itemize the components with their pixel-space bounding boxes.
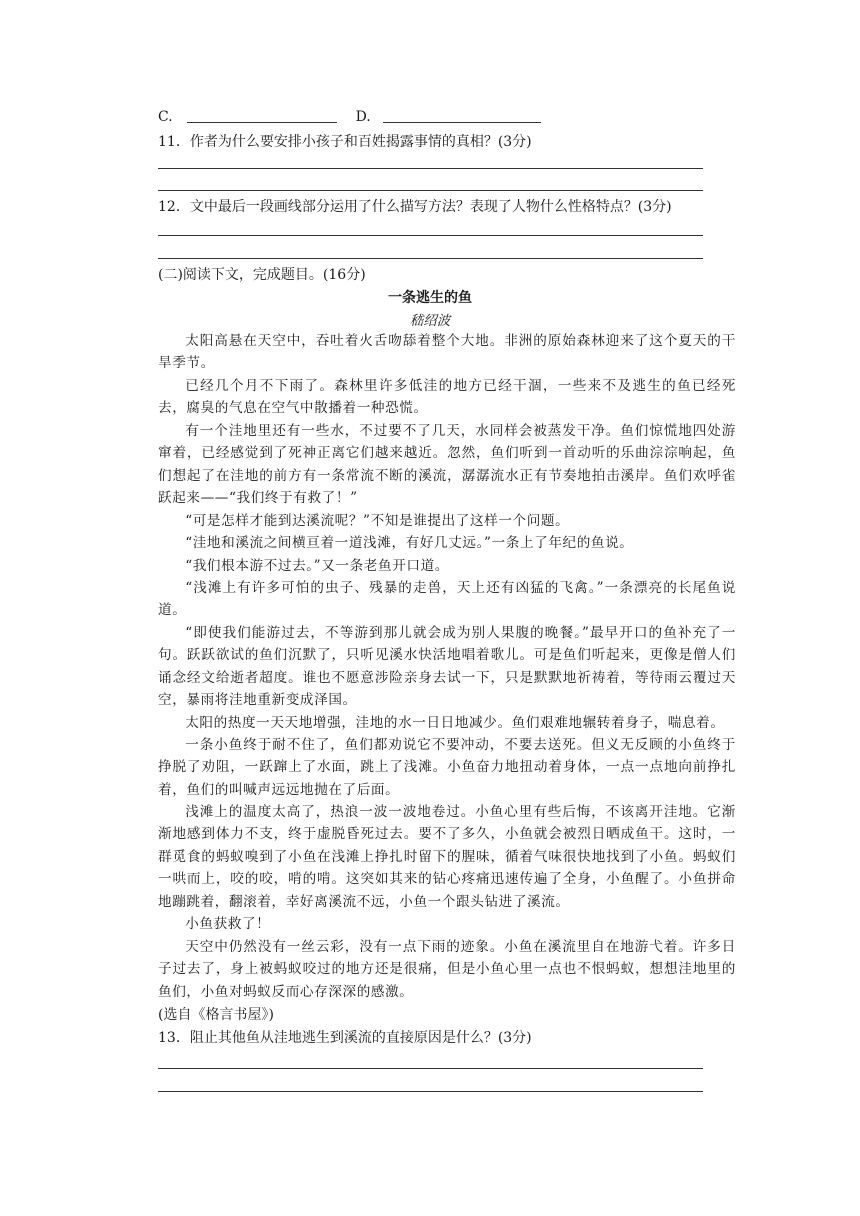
article-paragraph: 天空中仍然没有一丝云彩，没有一点下雨的迹象。小鱼在溪流里自在地游弋着。许多日子过去了，身上被蚂蚁咬过的地方还是很痛，但是小鱼心里一点也不恨蚂蚁，想想洼地里的鱼们，小鱼对蚂蚁反而心存深深的感激。 <box>158 939 736 1000</box>
article-paragraph: “我们根本游不过去。”又一条老鱼开口道。 <box>185 558 449 574</box>
article-paragraph: 有一个洼地里还有一些水，不过要不了几天，水同样会被蒸发干净。鱼们惊慌地四处游窜着，已经感觉到了死神正离它们越来越近。忽然，鱼们听到一首动听的乐曲淙淙响起，鱼们想起了在洼地的前方有一条常流不断的溪流，潺潺流水正有节奏地拍击溪岸。鱼们欢呼雀跃起来——“我们终于有救了！” <box>158 423 736 507</box>
article-source: (选自《格言书屋》) <box>158 1007 274 1023</box>
article-paragraph: 浅滩上的温度太高了，热浪一波一波地卷过。小鱼心里有些后悔，不该离开洼地。它渐渐地感到体力不支，终于虚脱昏死过去。要不了多久，小鱼就会被烈日晒成鱼干。这时，一群觅食的蚂蚁嗅到了小鱼在浅滩上挣扎时留下的腥味，循着气味很快地找到了小鱼。蚂蚁们一哄而上，咬的咬，啃的啃。这突如其来的钻心疼痛迅速传遍了全身，小鱼醒了。小鱼拼命地蹦跳着，翻滚着，幸好离溪流不远，小鱼一个跟头钻进了溪流。 <box>158 804 736 910</box>
article-title: 一条逃生的鱼 <box>388 290 472 306</box>
question-11: 11．作者为什么要安排小孩子和百姓揭露事情的真相？(3分) <box>158 134 532 150</box>
option-c-label: C. <box>158 109 173 125</box>
option-c-blank[interactable] <box>187 108 337 123</box>
answer-line[interactable] <box>158 1068 703 1069</box>
article-paragraph: 一条小鱼终于耐不住了，鱼们都劝说它不要冲动，不要去送死。但义无反顾的小鱼终于挣脱了劝阻，一跃蹿上了水面，跳上了浅滩。小鱼奋力地扭动着身体，一点一点地向前挣扎着，鱼们的叫喊声远远地抛在了后面。 <box>158 737 736 798</box>
article-paragraph: “可是怎样才能到达溪流呢？”不知是谁提出了这样一个问题。 <box>185 513 570 529</box>
answer-line[interactable] <box>158 258 703 259</box>
article-author: 嵇绍波 <box>409 313 451 329</box>
answer-line[interactable] <box>158 168 703 169</box>
article-paragraph: “洼地和溪流之间横亘着一道浅滩，有好几丈远。”一条上了年纪的鱼说。 <box>185 535 634 551</box>
article-paragraph: 太阳高悬在天空中，吞吐着火舌吻舔着整个大地。非洲的原始森林迎来了这个夏天的干旱季节。 <box>158 333 736 372</box>
article-paragraph: 已经几个月不下雨了。森林里许多低洼的地方已经干涸，一些来不及逃生的鱼已经死去，腐臭的气息在空气中散播着一种恐慌。 <box>158 378 736 417</box>
question-13: 13．阻止其他鱼从洼地逃生到溪流的直接原因是什么？(3分) <box>158 1030 532 1046</box>
option-d-blank[interactable] <box>383 108 541 123</box>
option-d-label: D. <box>355 109 371 125</box>
answer-line[interactable] <box>158 190 703 191</box>
answer-line[interactable] <box>158 235 703 236</box>
article-paragraph: “即使我们能游过去，不等游到那儿就会成为别人果腹的晚餐。”最早开口的鱼补充了一句。跃跃欲试的鱼们沉默了，只听见溪水快活地唱着歌儿。可是鱼们听起来，更像是僧人们诵念经文给逝者超度。谁也不愿意涉险亲身去试一下，只是默默地祈祷着，等待雨云覆过天空，暴雨将洼地重新变成泽国。 <box>158 625 736 709</box>
answer-line[interactable] <box>158 1091 703 1092</box>
article-paragraph: “浅滩上有许多可怕的虫子、残暴的走兽，天上还有凶猛的飞禽。”一条漂亮的长尾鱼说道。 <box>158 580 736 619</box>
article-paragraph: 太阳的热度一天天地增强，洼地的水一日日地减少。鱼们艰难地辗转着身子，喘息着。 <box>185 715 725 731</box>
article-paragraph: 小鱼获救了！ <box>185 916 271 932</box>
option-row <box>158 106 541 128</box>
section-heading: (二)阅读下文，完成题目。(16分) <box>158 267 366 283</box>
question-12: 12．文中最后一段画线部分运用了什么描写方法？表现了人物什么性格特点？(3分) <box>158 199 672 215</box>
